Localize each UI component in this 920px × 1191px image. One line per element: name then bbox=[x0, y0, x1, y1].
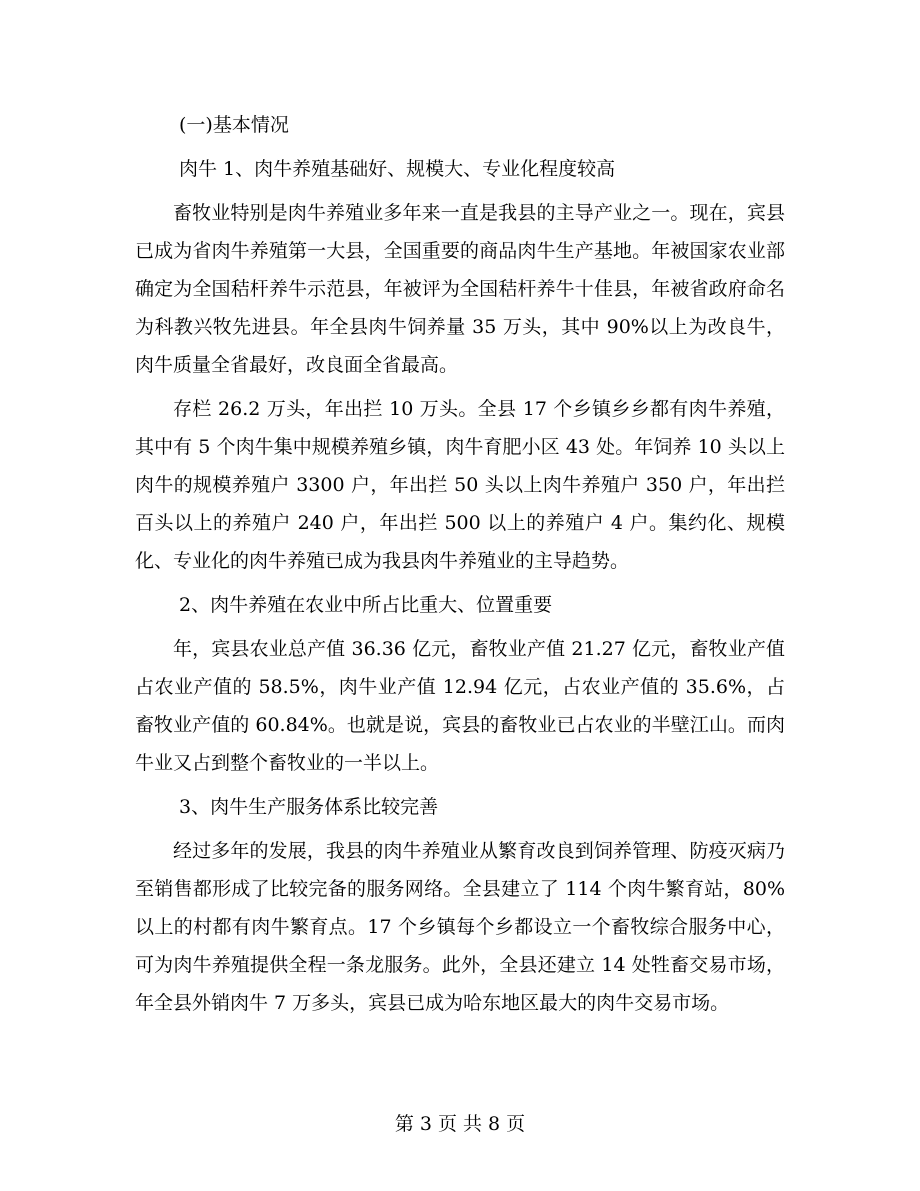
page-number-footer: 第 3 页 共 8 页 bbox=[394, 1113, 526, 1135]
document-body bbox=[135, 106, 785, 1028]
subsection-heading-1: 肉牛 1、肉牛养殖基础好、规模大、专业化程度较高 bbox=[179, 158, 616, 180]
subsection-heading-3: 3、肉牛生产服务体系比较完善 bbox=[179, 796, 439, 818]
paragraph-4: 经过多年的发展，我县的肉牛养殖业从繁育改良到饲养管理、防疫灭病乃至销售都形成了比较完备的服务网络。全县建立了 114 个肉牛繁育站，80%以上的村都有肉牛繁育点。17 个乡镇每个乡都设立一个畜牧综合服务中心，可为肉牛养殖提供全程一条龙服务。此外，全县还建立 14 处牲畜交易市场，年全县外销肉牛 7 万多头，宾县已成为哈东地区最大的肉牛交易市场。 bbox=[135, 840, 785, 1014]
paragraph-1: 畜牧业特别是肉牛养殖业多年来一直是我县的主导产业之一。现在，宾县已成为省肉牛养殖第一大县，全国重要的商品肉牛生产基地。年被国家农业部确定为全国秸杆养牛示范县，年被评为全国秸杆养牛十佳县，年被省政府命名为科教兴牧先进县。年全县肉牛饲养量 35 万头，其中 90%以上为改良牛，肉牛质量全省最好，改良面全省最高。 bbox=[135, 202, 785, 376]
section-heading-basic-situation: (一)基本情况 bbox=[179, 114, 289, 136]
paragraph-3: 年，宾县农业总产值 36.36 亿元，畜牧业产值 21.27 亿元，畜牧业产值占农业产值的 58.5%，肉牛业产值 12.94 亿元，占农业产值的 35.6%，占畜牧业产值的 60.84%。也就是说，宾县的畜牧业已占农业的半壁江山。而肉牛业又占到整个畜牧业的一半以上。 bbox=[135, 638, 785, 774]
paragraph-2: 存栏 26.2 万头，年出拦 10 万头。全县 17 个乡镇乡乡都有肉牛养殖，其中有 5 个肉牛集中规模养殖乡镇，肉牛育肥小区 43 处。年饲养 10 头以上肉牛的规模养殖户 3300 户，年出拦 50 头以上肉牛养殖户 350 户，年出拦百头以上的养殖户 240 户，年出拦 500 以上的养殖户 4 户。集约化、规模化、专业化的肉牛养殖已成为我县肉牛养殖业的主导趋势。 bbox=[135, 398, 785, 572]
subsection-heading-2: 2、肉牛养殖在农业中所占比重大、位置重要 bbox=[179, 594, 553, 616]
